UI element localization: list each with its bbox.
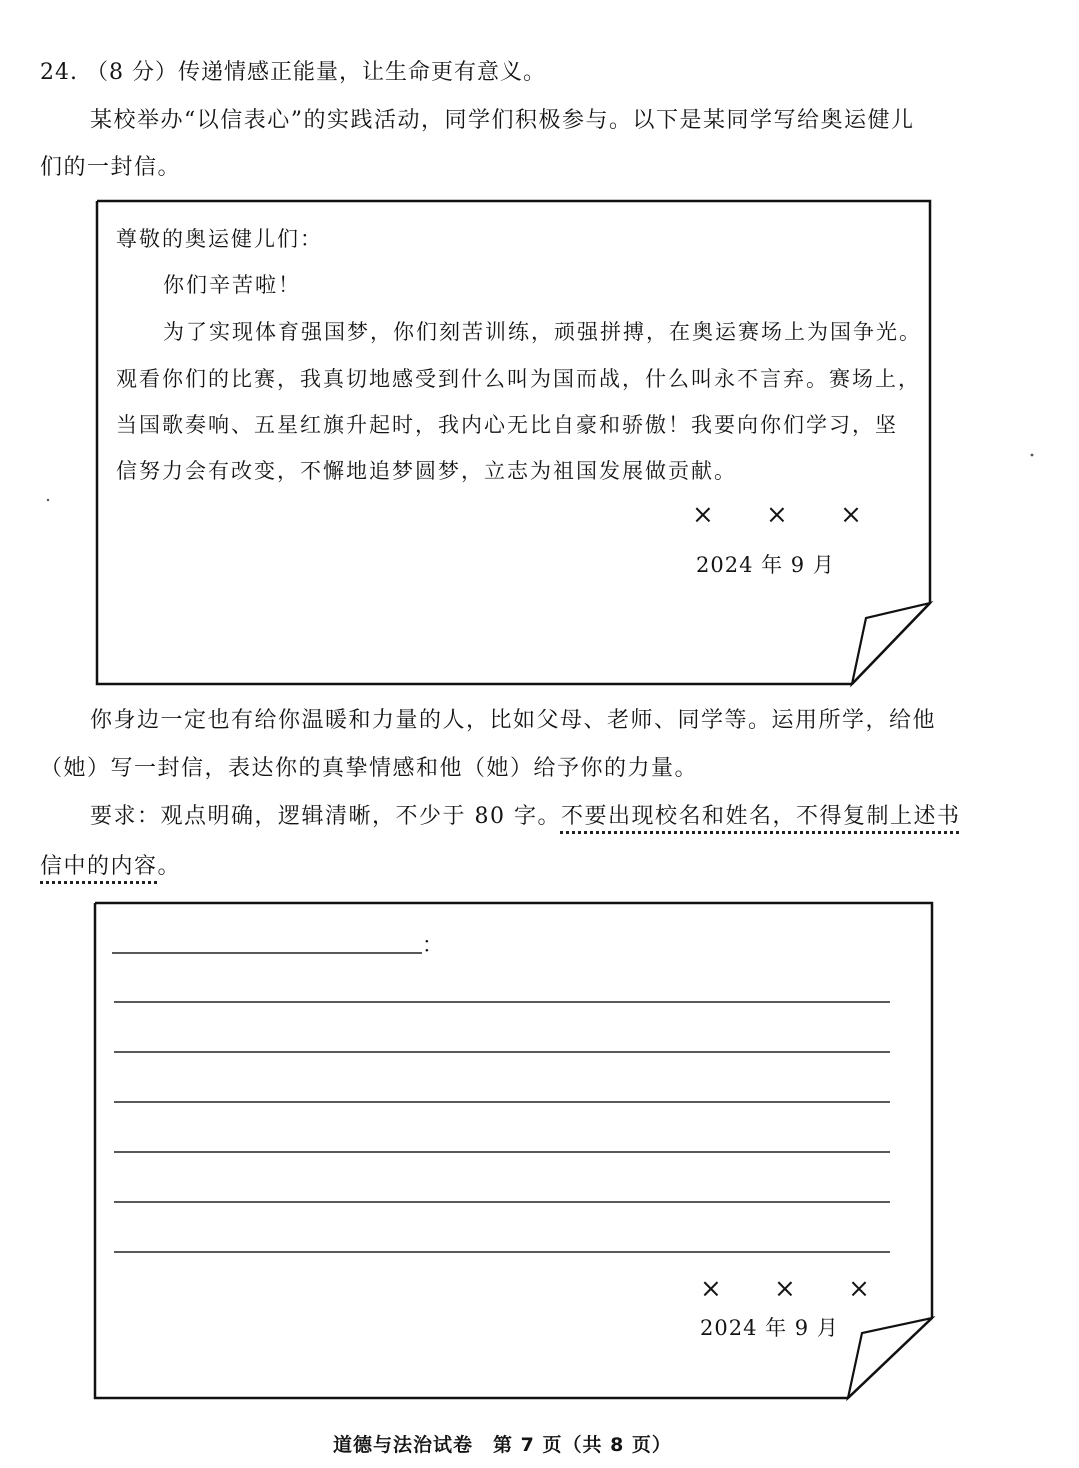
task-line-1: 你身边一定也有给你温暖和力量的人，比如父母、老师、同学等。运用所学，给他 bbox=[90, 708, 937, 733]
requirements-text: 要求：观点明确，逻辑清晰，不少于 80 字。 bbox=[90, 804, 561, 829]
task-requirements-line-1 bbox=[90, 802, 961, 832]
page-footer: 道德与法治试卷 第 7 页（共 8 页） bbox=[333, 1434, 672, 1456]
sample-letter-salutation: 尊敬的奥运健儿们： bbox=[116, 227, 323, 251]
sample-letter-date: 2024 年 9 月 bbox=[696, 553, 835, 577]
sample-letter-line-2: 观看你们的比赛，我真切地感受到什么叫为国而战，什么叫永不言弃。赛场上， bbox=[116, 367, 921, 391]
question-intro-line-1: 某校举办“以信表心”的实践活动，同学们积极参与。以下是某同学写给奥运健儿 bbox=[90, 108, 915, 133]
answer-letter-date: 2024 年 9 月 bbox=[700, 1316, 839, 1340]
requirements-emphasis: 不要出现校名和姓名，不得复制上述书 bbox=[560, 804, 961, 829]
sample-letter-signature: × × × bbox=[692, 500, 884, 530]
requirements-end: 。 bbox=[157, 854, 182, 879]
answer-letter-signature: × × × bbox=[700, 1274, 892, 1304]
task-requirements-line-2 bbox=[40, 852, 181, 882]
sample-letter-line-1: 为了实现体育强国梦，你们刻苦训练，顽强拼搏，在奥运赛场上为国争光。 bbox=[163, 320, 922, 344]
answer-salutation-blank[interactable] bbox=[112, 925, 422, 955]
question-intro-line-2: 们的一封信。 bbox=[40, 155, 182, 180]
question-title: 24. （8 分）传递情感正能量，让生命更有意义。 bbox=[40, 60, 546, 85]
task-line-2: （她）写一封信，表达你的真挚情感和他（她）给予你的力量。 bbox=[40, 756, 699, 781]
sample-letter-greeting: 你们辛苦啦！ bbox=[163, 273, 301, 297]
answer-writing-area[interactable] bbox=[114, 975, 890, 1255]
sample-letter-line-3: 当国歌奏响、五星红旗升起时，我内心无比自豪和骄傲！我要向你们学习，坚 bbox=[116, 413, 898, 437]
requirements-emphasis-2: 信中的内容 bbox=[40, 854, 158, 879]
answer-salutation-colon: ： bbox=[422, 933, 445, 957]
sample-letter-line-4: 信努力会有改变，不懈地追梦圆梦，立志为祖国发展做贡献。 bbox=[116, 459, 737, 483]
